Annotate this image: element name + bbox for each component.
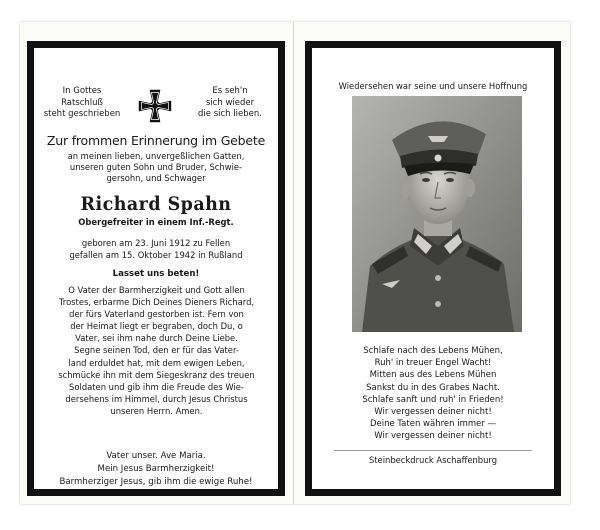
prayer-heading: Lasset uns beten!	[112, 269, 200, 279]
prayer-text: O Vater der Barmherzigkeit und Gott allen Trostes, erbarme Dich Deines Dieners Richard, der fürs Vaterland gestorben ist. Fern von der Heimat liegt er begraben, doch Du, o Vater, sei ihm nahe durch Deine Liebe. Segne seinen Tod, den er für das Vater- land erduldet hat, mit dem ewigen Leben, schmücke ihn mit dem Siegeskranz des treuen Soldaten und gib ihm die Freude des Wie- dersehens im Himmel, durch Jesus Christus unseren Herrn. Amen.	[58, 285, 255, 416]
quote-left: In Gottes Ratschluß steht geschrieben	[43, 86, 121, 119]
memorial-verse: Schlafe nach des Lebens Mühen, Ruh' in treuer Engel Wacht! Mitten aus des Lebens Mühen Sankst du in des Grabes Nacht. Schlafe sanft und ruh' in Frieden! Wir vergessen deiner nicht! Deine Taten währen immer — Wir vergessen deiner nicht!	[362, 346, 504, 442]
iron-cross-icon	[137, 88, 173, 124]
left-card	[34, 48, 278, 489]
death-date: gefallen am 15. Oktober 1942 in Rußland	[69, 249, 243, 260]
right-card	[312, 48, 554, 489]
soldier-portrait-photo	[352, 96, 522, 332]
fold-line	[293, 22, 294, 504]
quote-row	[34, 86, 278, 132]
right-card-border	[305, 41, 561, 496]
birth-date: geboren am 23. Juni 1912 zu Fellen	[81, 238, 231, 248]
deceased-name: Richard Spahn	[80, 193, 232, 215]
life-dates	[42, 238, 270, 261]
dedication: an meinen lieben, unvergeßlichen Gatten, unseren guten Sohn und Bruder, Schwie- gersohn, und Schwager	[67, 151, 245, 184]
motto: Wiedersehen war seine und unsere Hoffnung	[338, 81, 528, 91]
left-card-border	[27, 41, 285, 496]
military-rank: Obergefreiter in einem Inf.-Regt.	[78, 217, 234, 227]
printer-credit: Steinbeckdruck Aschaffenburg	[368, 455, 498, 465]
quote-right: Es seh'n sich wieder die sich lieben.	[198, 86, 262, 119]
divider	[334, 450, 532, 451]
closing-prayers: Vater unser. Ave Maria. Mein Jesus Barmherzigkeit! Barmherziger Jesus, gib ihm die ewige Ruhe!	[59, 451, 253, 487]
memorial-heading: Zur frommen Erinnerung im Gebete	[46, 133, 266, 148]
